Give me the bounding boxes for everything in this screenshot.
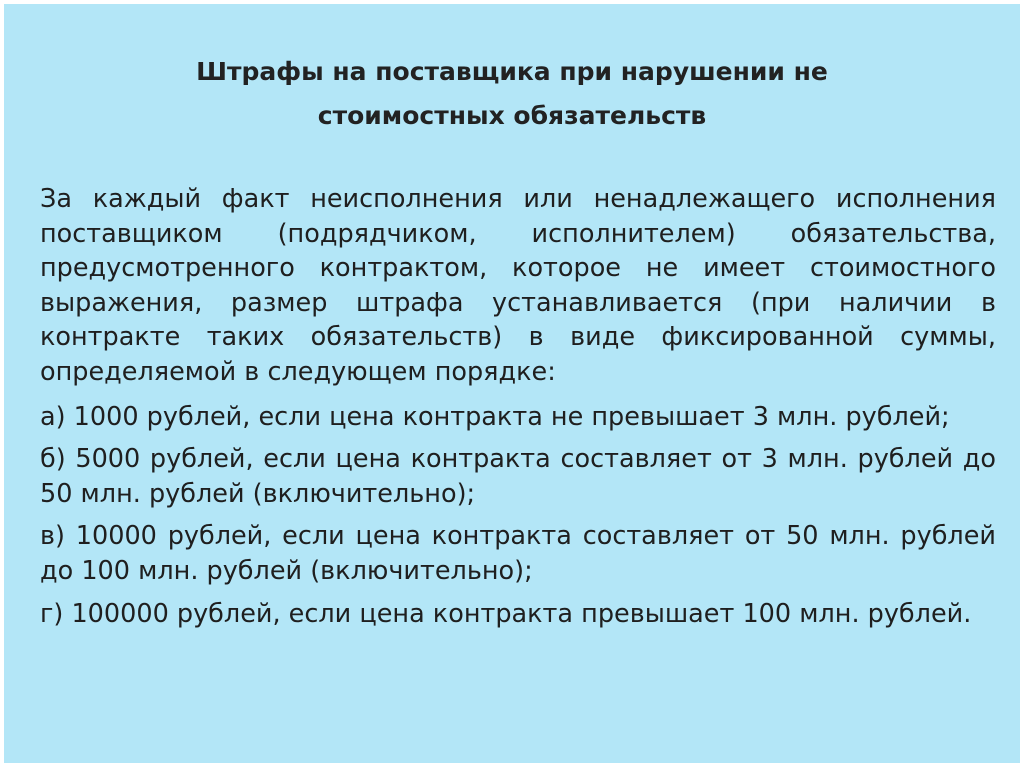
list-item-a: а) 1000 рублей, если цена контракта не превышает 3 млн. рублей; — [40, 401, 950, 432]
slide-title-line-2: стоимостных обязательств — [317, 101, 707, 130]
slide — [4, 4, 1020, 763]
list-item-v: в) 10000 рублей, если цена контракта составляет от 50 млн. рублей до 100 млн. рублей (включительно); — [40, 521, 996, 586]
intro-paragraph: За каждый факт неисполнения или ненадлежащего исполнения поставщиком (подрядчиком, исполнителем) обязательства, предусмотренного контрактом, которое не имеет стоимостного выражения, размер штрафа устанавливается (при наличии в контракте таких обязательств) в виде фиксированной суммы, определяемой в следующем порядке: — [40, 184, 996, 387]
slide-title-line-1: Штрафы на поставщика при нарушении не — [196, 57, 828, 86]
list-item-b: б) 5000 рублей, если цена контракта составляет от 3 млн. рублей до 50 млн. рублей (включительно); — [40, 444, 996, 509]
slide-title — [44, 50, 980, 138]
slide-body — [40, 182, 996, 639]
list-item-g: г) 100000 рублей, если цена контракта превышает 100 млн. рублей. — [40, 598, 972, 629]
